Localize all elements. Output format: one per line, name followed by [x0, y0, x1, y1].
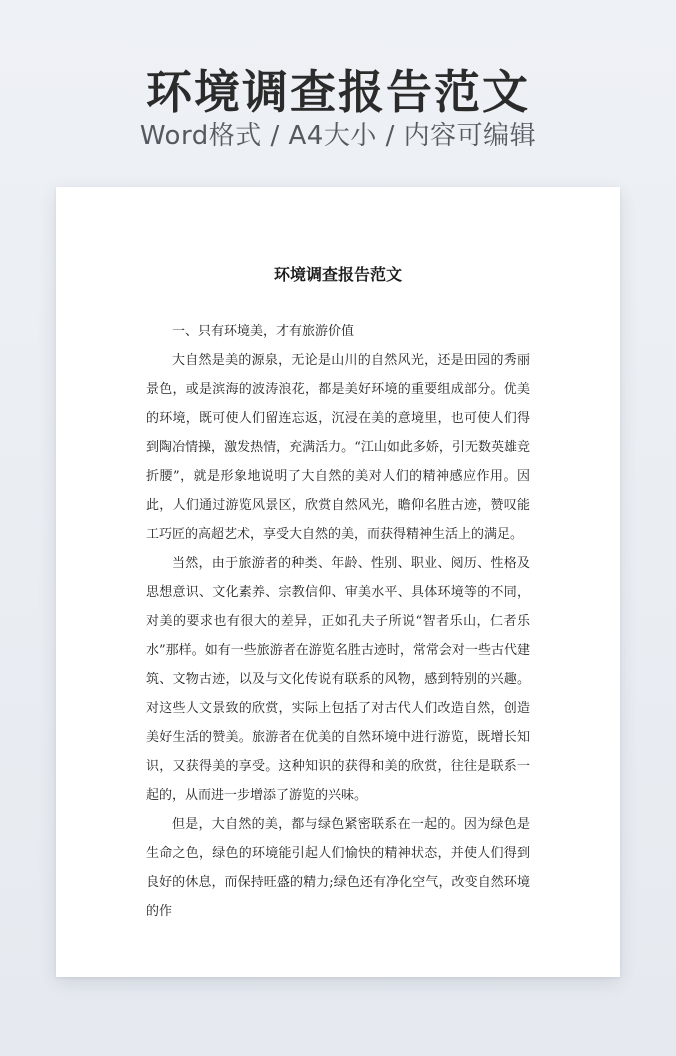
paragraph: 大自然是美的源泉，无论是山川的自然风光，还是田园的秀丽景色，或是滨海的波涛浪花，都是美好环境的重要组成部分。优美的环境，既可使人们留连忘返，沉浸在美的意境里，也可使人们得到陶冶情操，激发热情，充满活力。“江山如此多娇，引无数英雄竞折腰”，就是形象地说明了大自然的美对人们的精神感应作用。因此，人们通过游览风景区，欣赏自然风光，瞻仰名胜古迹，赞叹能工巧匠的高超艺术，享受大自然的美，而获得精神生活上的满足。	[146, 353, 530, 542]
paragraph: 但是，大自然的美，都与绿色紧密联系在一起的。因为绿色是生命之色，绿色的环境能引起人们愉快的精神状态，并使人们得到良好的休息，而保持旺盛的精力;绿色还有净化空气，改变自然环境的作	[146, 817, 530, 919]
document-body	[146, 317, 530, 926]
banner-title: 环境调查报告范文	[146, 65, 530, 119]
document-title: 环境调查报告范文	[273, 265, 402, 284]
banner-subtitle: Word格式 / A4大小 / 内容可编辑	[139, 121, 537, 151]
paragraph: 当然，由于旅游者的种类、年龄、性别、职业、阅历、性格及思想意识、文化素养、宗教信仰、审美水平、具体环境等的不同，对美的要求也有很大的差异，正如孔夫子所说“智者乐山，仁者乐水”那样。如有一些旅游者在游览名胜古迹时，常常会对一些古代建筑、文物古迹，以及与文化传说有联系的风物，感到特别的兴趣。对这些人文景致的欣赏，实际上包括了对古代人们改造自然，创造美好生活的赞美。旅游者在优美的自然环境中进行游览，既增长知识，又获得美的享受。这种知识的获得和美的欣赏，往往是联系一起的，从而进一步增添了游览的兴味。	[146, 556, 530, 803]
banner-header	[0, 0, 676, 180]
section-heading: 一、只有环境美，才有旅游价值	[172, 324, 355, 339]
document-page	[56, 187, 620, 977]
